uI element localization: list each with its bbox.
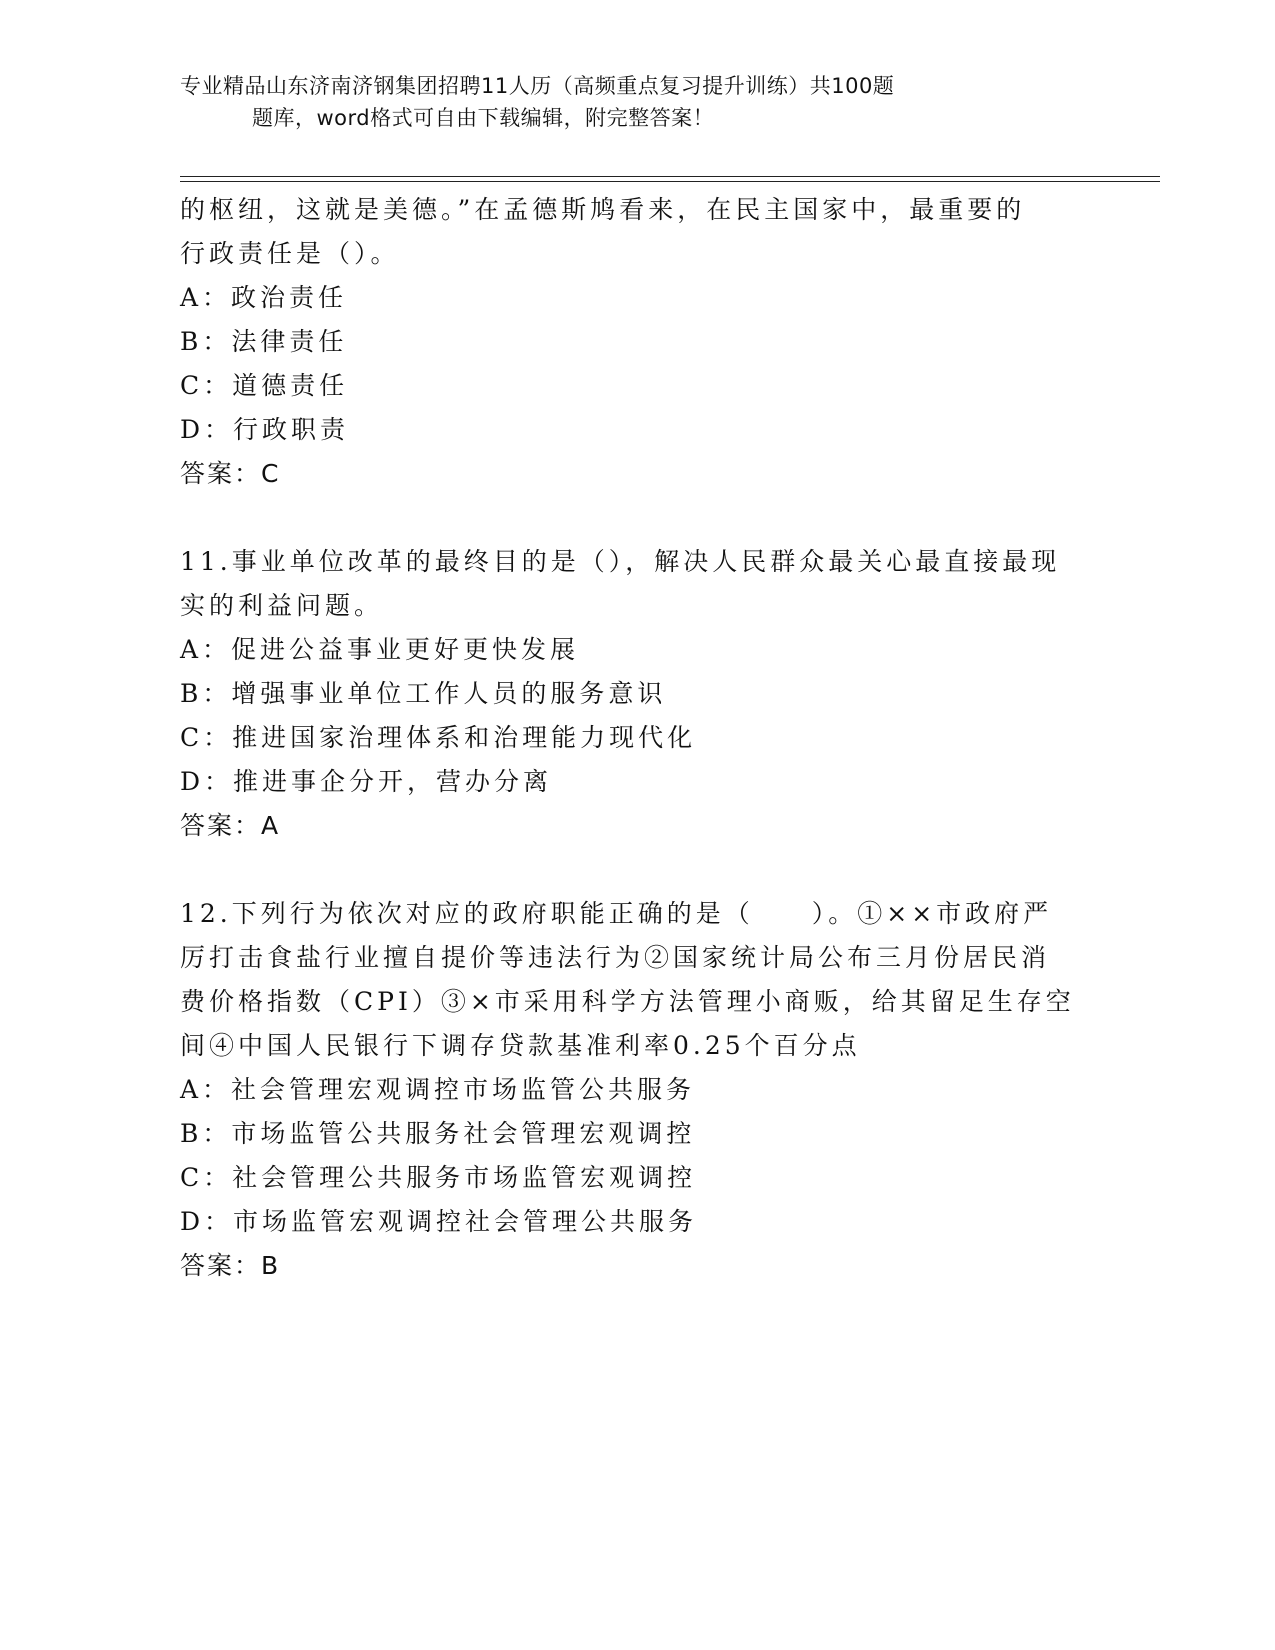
answer-line: 答案：C xyxy=(180,459,281,488)
option-c: C：社会管理公共服务市场监管宏观调控 xyxy=(180,1163,697,1192)
question-10-continued xyxy=(180,188,1080,496)
header-title-line-1: 专业精品山东济南济钢集团招聘11人历（高频重点复习提升训练）共100题 xyxy=(180,74,895,98)
question-list xyxy=(180,188,1080,1288)
option-b: B：法律责任 xyxy=(180,327,348,356)
option-a: A：促进公益事业更好更快发展 xyxy=(180,635,580,664)
question-text-line: 实的利益问题。 xyxy=(180,591,384,620)
option-d: D：行政职责 xyxy=(180,415,350,444)
question-text-line: 行政责任是（）。 xyxy=(180,239,400,268)
question-spacer xyxy=(180,496,1080,540)
option-c: C：推进国家治理体系和治理能力现代化 xyxy=(180,723,697,752)
option-a: A：政治责任 xyxy=(180,283,348,312)
option-b: B：市场监管公共服务社会管理宏观调控 xyxy=(180,1119,696,1148)
option-a: A：社会管理宏观调控市场监管公共服务 xyxy=(180,1075,696,1104)
answer-line: 答案：B xyxy=(180,1251,281,1280)
question-text-line: 的枢纽，这就是美德。”在孟德斯鸠看来，在民主国家中，最重要的 xyxy=(180,195,1026,224)
question-text-line: 12.下列行为依次对应的政府职能正确的是（ ）。①××市政府严 xyxy=(180,899,1053,928)
question-11 xyxy=(180,540,1080,848)
question-12 xyxy=(180,892,1080,1288)
header-divider-bottom xyxy=(180,181,1160,182)
question-text-line: 11.事业单位改革的最终目的是（），解决人民群众最关心最直接最现 xyxy=(180,547,1061,576)
question-spacer xyxy=(180,848,1080,892)
option-b: B：增强事业单位工作人员的服务意识 xyxy=(180,679,667,708)
question-text-line: 费价格指数（CPI）③×市采用科学方法管理小商贩，给其留足生存空 xyxy=(180,987,1075,1016)
header-divider-top xyxy=(180,176,1160,177)
header-title-line-2: 题库，word格式可自由下载编辑，附完整答案！ xyxy=(252,106,715,130)
page-header xyxy=(180,70,1120,134)
option-d: D：推进事企分开，营办分离 xyxy=(180,767,553,796)
option-d: D：市场监管宏观调控社会管理公共服务 xyxy=(180,1207,698,1236)
question-text-line: 厉打击食盐行业擅自提价等违法行为②国家统计局公布三月份居民消 xyxy=(180,943,1051,972)
question-text-line: 间④中国人民银行下调存贷款基准利率0.25个百分点 xyxy=(180,1031,861,1060)
answer-line: 答案：A xyxy=(180,811,281,840)
option-c: C：道德责任 xyxy=(180,371,349,400)
